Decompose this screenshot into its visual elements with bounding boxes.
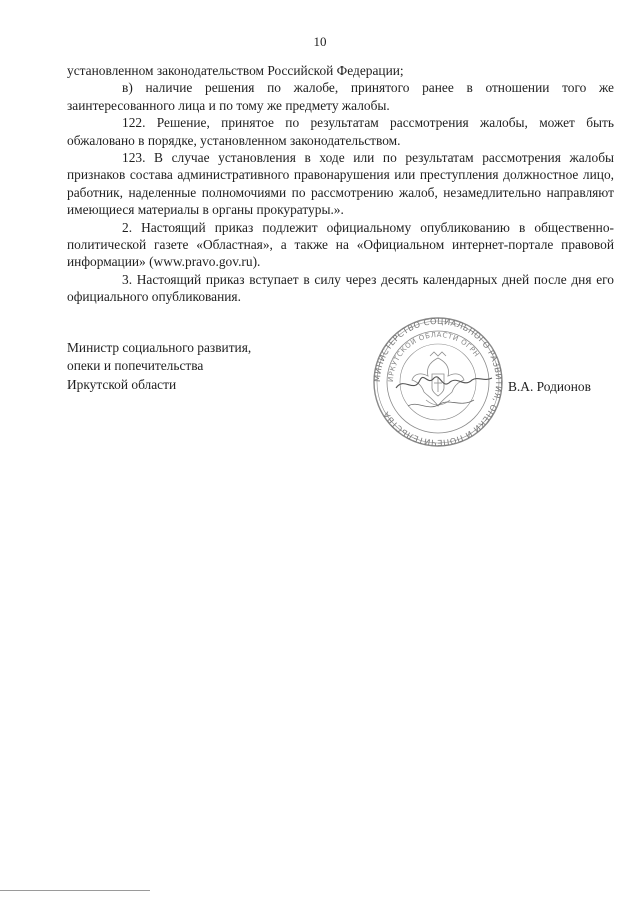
official-seal-stamp xyxy=(368,316,508,448)
paragraph-continuation: установленном законодательством Российской Федерации; xyxy=(67,63,404,78)
coat-of-arms-icon xyxy=(412,352,464,406)
paragraph-3-effective-date: 3. Настоящий приказ вступает в силу через десять календарных дней после дня его официального опубликования. xyxy=(67,271,614,305)
page-number: 10 xyxy=(313,34,327,49)
document-body xyxy=(67,62,614,306)
signer-name: В.А. Родионов xyxy=(508,379,591,394)
stamp-outer-text: МИНИСТЕРСТВО СОЦИАЛЬНОГО РАЗВИТИЯ, ОПЕКИ И ПОПЕЧИТЕЛЬСТВА xyxy=(371,316,505,448)
paragraph-2-publication: 2. Настоящий приказ подлежит официальному опубликованию в общественно-политической газете «Областная», а также на «Официальном интернет-портале правовой информации» (www.pravo.gov.ru). xyxy=(67,219,614,270)
paragraph-item-v: в) наличие решения по жалобе, принятого ранее в отношении того же заинтересованного лица и по тому же предмету жалобы. xyxy=(67,80,614,113)
stamp-inner-text: ИРКУТСКОЙ ОБЛАСТИ ОГРН xyxy=(386,330,481,383)
signature-position xyxy=(67,339,251,394)
signature-position-line: Иркутской области xyxy=(67,376,177,392)
signature-position-line: опеки и попечительства xyxy=(67,358,204,374)
footer-rule xyxy=(0,890,150,891)
handwritten-signature-stroke xyxy=(408,400,474,407)
paragraph-123: 123. В случае установления в ходе или по результатам рассмотрения жалобы признаков состава административного правонарушения или преступления должностное лицо, работник, наделенные полномочиями по рассмотрению жалоб, незамедлительно направляют имеющиеся материалы в органы прокуратуры.». xyxy=(67,150,614,218)
signature-position-line: Министр социального развития, xyxy=(67,340,252,355)
paragraph-122: 122. Решение, принятое по результатам рассмотрения жалобы, может быть обжаловано в порядке, установленном законодательством. xyxy=(67,115,614,148)
